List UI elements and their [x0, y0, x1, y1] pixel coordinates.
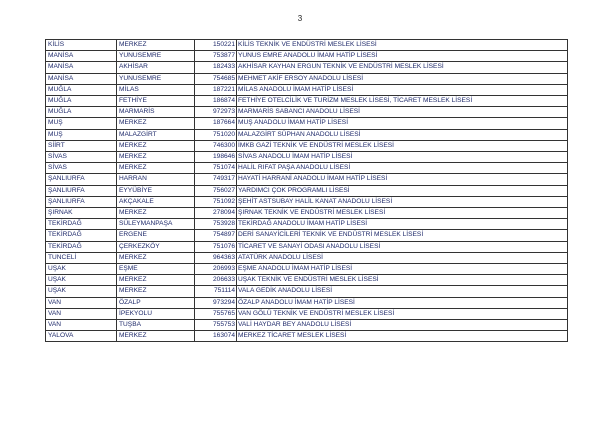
district-cell: MERKEZ: [117, 140, 195, 151]
city-cell: TEKİRDAĞ: [46, 230, 117, 241]
school-name-cell: KİLİS TEKNİK VE ENDÜSTRİ MESLEK LİSESİ: [237, 40, 568, 51]
city-cell: TEKİRDAĞ: [46, 241, 117, 252]
school-name-cell: VALİ HAYDAR BEY ANADOLU LİSESİ: [237, 320, 568, 331]
school-code-cell: 753928: [195, 219, 237, 230]
table-row: [46, 140, 568, 151]
school-code-cell: 278094: [195, 208, 237, 219]
district-cell: ÖZALP: [117, 297, 195, 308]
school-name-cell: AKHİSAR KAYHAN ERGUN TEKNİK VE ENDÜSTRİ MESLEK LİSESİ: [237, 62, 568, 73]
city-cell: VAN: [46, 308, 117, 319]
city-cell: YALOVA: [46, 331, 117, 342]
table-row: [46, 73, 568, 84]
table-row: [46, 308, 568, 319]
school-name-cell: VALA GEDİK ANADOLU LİSESİ: [237, 286, 568, 297]
table-row: [46, 129, 568, 140]
school-code-cell: 751076: [195, 241, 237, 252]
school-code-cell: 187221: [195, 84, 237, 95]
school-name-cell: MİLAS ANADOLU İMAM HATİP LİSESİ: [237, 84, 568, 95]
school-name-cell: MERKEZ TİCARET MESLEK LİSESİ: [237, 331, 568, 342]
city-cell: ŞANLIURFA: [46, 185, 117, 196]
school-code-cell: 749317: [195, 174, 237, 185]
city-cell: KİLİS: [46, 40, 117, 51]
school-name-cell: YARDIMCI ÇOK PROGRAMLI LİSESİ: [237, 185, 568, 196]
district-cell: MERKEZ: [117, 163, 195, 174]
table-row: [46, 62, 568, 73]
school-name-cell: ŞEHİT ASTSUBAY HALİL KANAT ANADOLU LİSESİ: [237, 196, 568, 207]
district-cell: EYYÜBİYE: [117, 185, 195, 196]
district-cell: ÇERKEZKÖY: [117, 241, 195, 252]
school-name-cell: ATATÜRK ANADOLU LİSESİ: [237, 252, 568, 263]
school-code-cell: 198646: [195, 152, 237, 163]
school-code-cell: 206633: [195, 275, 237, 286]
school-code-cell: 751074: [195, 163, 237, 174]
city-cell: MUĞLA: [46, 96, 117, 107]
school-code-cell: 751114: [195, 286, 237, 297]
school-name-cell: YUNUS EMRE ANADOLU İMAM HATİP LİSESİ: [237, 51, 568, 62]
school-code-cell: 755753: [195, 320, 237, 331]
school-name-cell: DERİ SANAYİCİLERİ TEKNİK VE ENDÜSTRİ MESLEK LİSESİ: [237, 230, 568, 241]
table-row: [46, 230, 568, 241]
school-code-cell: 972973: [195, 107, 237, 118]
district-cell: AKHİSAR: [117, 62, 195, 73]
district-cell: MERKEZ: [117, 252, 195, 263]
district-cell: YUNUSEMRE: [117, 51, 195, 62]
district-cell: MERKEZ: [117, 286, 195, 297]
city-cell: MUŞ: [46, 129, 117, 140]
city-cell: VAN: [46, 297, 117, 308]
city-cell: TUNCELİ: [46, 252, 117, 263]
school-name-cell: ÖZALP ANADOLU İMAM HATİP LİSESİ: [237, 297, 568, 308]
school-code-cell: 186874: [195, 96, 237, 107]
school-name-cell: UŞAK TEKNİK VE ENDÜSTRİ MESLEK LİSESİ: [237, 275, 568, 286]
city-cell: ŞANLIURFA: [46, 196, 117, 207]
city-cell: SİVAS: [46, 163, 117, 174]
school-name-cell: TİCARET VE SANAYİ ODASI ANADOLU LİSESİ: [237, 241, 568, 252]
city-cell: TEKİRDAĞ: [46, 219, 117, 230]
school-code-cell: 746300: [195, 140, 237, 151]
school-name-cell: MEHMET AKİF ERSOY ANADOLU LİSESİ: [237, 73, 568, 84]
table-row: [46, 118, 568, 129]
table-row: [46, 196, 568, 207]
city-cell: SİVAS: [46, 152, 117, 163]
district-cell: FETHİYE: [117, 96, 195, 107]
school-name-cell: VAN GÖLÜ TEKNİK VE ENDÜSTRİ MESLEK LİSESİ: [237, 308, 568, 319]
table-row: [46, 107, 568, 118]
school-name-cell: HAYATİ HARRANİ ANADOLU İMAM HATİP LİSESİ: [237, 174, 568, 185]
table-row: [46, 40, 568, 51]
school-table: [45, 39, 568, 342]
school-name-cell: MUŞ ANADOLU İMAM HATİP LİSESİ: [237, 118, 568, 129]
table-row: [46, 185, 568, 196]
district-cell: TUŞBA: [117, 320, 195, 331]
city-cell: UŞAK: [46, 275, 117, 286]
city-cell: SİİRT: [46, 140, 117, 151]
city-cell: VAN: [46, 320, 117, 331]
school-name-cell: EŞME ANADOLU İMAM HATİP LİSESİ: [237, 264, 568, 275]
school-code-cell: 754897: [195, 230, 237, 241]
school-name-cell: TEKİRDAĞ ANADOLU İMAM HATİP LİSESİ: [237, 219, 568, 230]
school-name-cell: MALAZGİRT SÜPHAN ANADOLU LİSESİ: [237, 129, 568, 140]
school-name-cell: HALİL RIFAT PAŞA ANADOLU LİSESİ: [237, 163, 568, 174]
city-cell: MUĞLA: [46, 84, 117, 95]
district-cell: YUNUSEMRE: [117, 73, 195, 84]
district-cell: MERKEZ: [117, 118, 195, 129]
table-row: [46, 320, 568, 331]
table-row: [46, 152, 568, 163]
school-code-cell: 973294: [195, 297, 237, 308]
school-table-body: [46, 40, 568, 342]
district-cell: MERKEZ: [117, 331, 195, 342]
table-row: [46, 208, 568, 219]
school-code-cell: 751020: [195, 129, 237, 140]
district-cell: İPEKYOLU: [117, 308, 195, 319]
district-cell: MERKEZ: [117, 275, 195, 286]
table-row: [46, 219, 568, 230]
page-number: 3: [297, 14, 303, 23]
school-name-cell: ŞIRNAK TEKNİK VE ENDÜSTRİ MESLEK LİSESİ: [237, 208, 568, 219]
table-row: [46, 241, 568, 252]
school-code-cell: 187664: [195, 118, 237, 129]
table-row: [46, 174, 568, 185]
district-cell: MİLAS: [117, 84, 195, 95]
district-cell: MALAZGİRT: [117, 129, 195, 140]
district-cell: MERKEZ: [117, 208, 195, 219]
district-cell: MERKEZ: [117, 152, 195, 163]
table-row: [46, 163, 568, 174]
table-row: [46, 286, 568, 297]
school-code-cell: 163074: [195, 331, 237, 342]
school-code-cell: 206993: [195, 264, 237, 275]
school-code-cell: 753877: [195, 51, 237, 62]
school-name-cell: MARMARİS SABANCI ANADOLU LİSESİ: [237, 107, 568, 118]
city-cell: MUŞ: [46, 118, 117, 129]
school-code-cell: 755765: [195, 308, 237, 319]
table-row: [46, 264, 568, 275]
table-row: [46, 51, 568, 62]
table-row: [46, 84, 568, 95]
district-cell: AKÇAKALE: [117, 196, 195, 207]
table-row: [46, 252, 568, 263]
city-cell: MANİSA: [46, 62, 117, 73]
table-row: [46, 275, 568, 286]
city-cell: MANİSA: [46, 73, 117, 84]
school-code-cell: 182433: [195, 62, 237, 73]
city-cell: MANİSA: [46, 51, 117, 62]
district-cell: MERKEZ: [117, 40, 195, 51]
school-code-cell: 754685: [195, 73, 237, 84]
table-row: [46, 297, 568, 308]
school-name-cell: SİVAS ANADOLU İMAM HATİP LİSESİ: [237, 152, 568, 163]
school-name-cell: FETHİYE OTELCİLİK VE TURİZM MESLEK LİSESİ, TİCARET MESLEK LİSESİ: [237, 96, 568, 107]
school-name-cell: İMKB GAZİ TEKNİK VE ENDÜSTRİ MESLEK LİSESİ: [237, 140, 568, 151]
school-code-cell: 751092: [195, 196, 237, 207]
school-code-cell: 756027: [195, 185, 237, 196]
district-cell: MARMARİS: [117, 107, 195, 118]
district-cell: HARRAN: [117, 174, 195, 185]
city-cell: UŞAK: [46, 286, 117, 297]
city-cell: UŞAK: [46, 264, 117, 275]
city-cell: ŞANLIURFA: [46, 174, 117, 185]
district-cell: SÜLEYMANPAŞA: [117, 219, 195, 230]
city-cell: ŞIRNAK: [46, 208, 117, 219]
table-row: [46, 96, 568, 107]
school-code-cell: 964363: [195, 252, 237, 263]
district-cell: ERGENE: [117, 230, 195, 241]
table-row: [46, 331, 568, 342]
city-cell: MUĞLA: [46, 107, 117, 118]
school-code-cell: 150221: [195, 40, 237, 51]
district-cell: EŞME: [117, 264, 195, 275]
